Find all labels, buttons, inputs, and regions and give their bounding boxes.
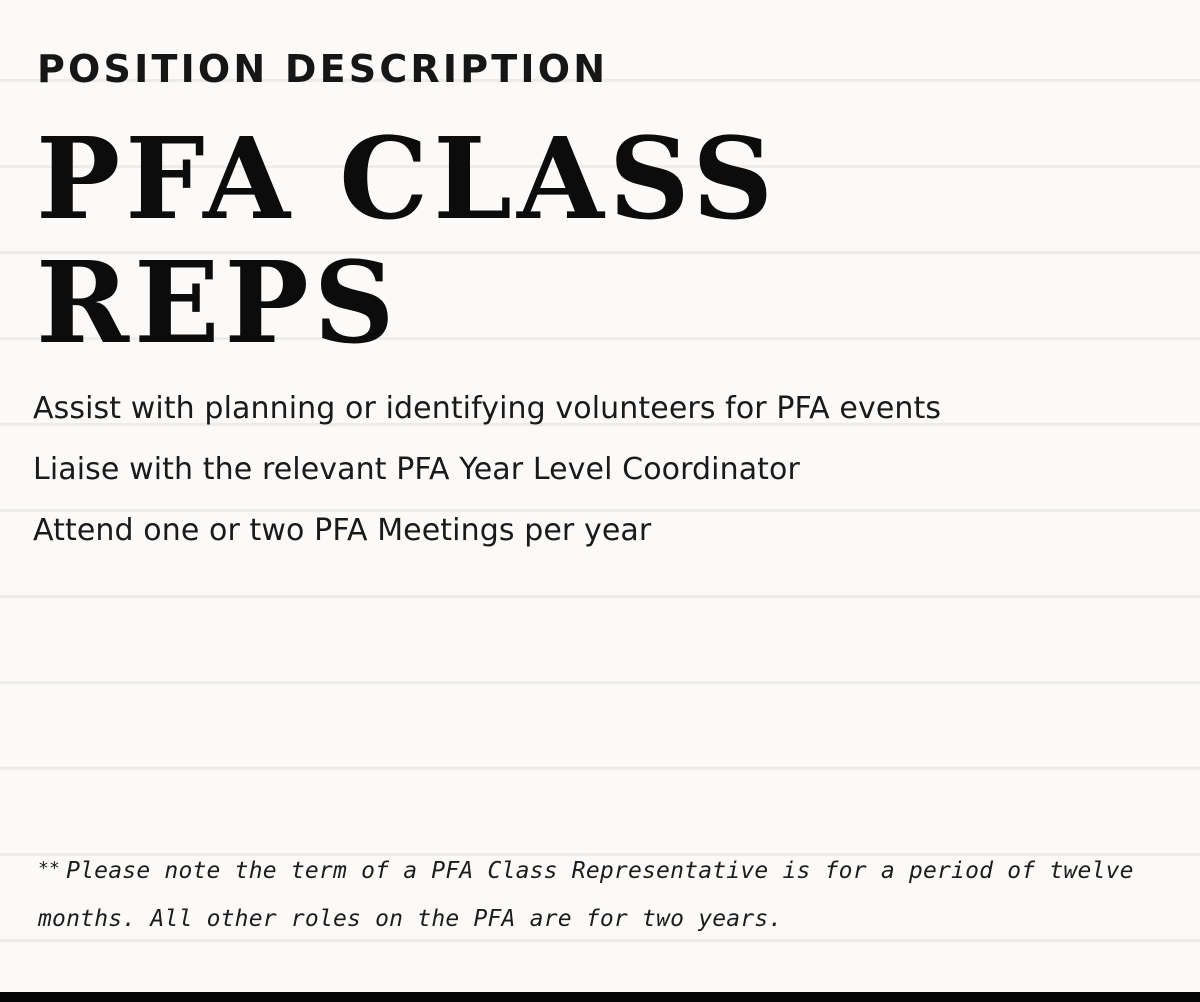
title-line-1: PFA CLASS bbox=[36, 114, 779, 245]
page-title bbox=[36, 114, 779, 369]
bottom-edge-bar bbox=[0, 992, 1200, 1002]
duty-item: Attend one or two PFA Meetings per year bbox=[33, 513, 652, 548]
section-kicker: POSITION DESCRIPTION bbox=[37, 47, 609, 91]
note-marker: ** bbox=[38, 858, 61, 879]
duty-item: Liaise with the relevant PFA Year Level Coordinator bbox=[33, 452, 800, 487]
title-line-2: REPS bbox=[36, 238, 400, 369]
duties-list bbox=[33, 378, 941, 561]
term-note bbox=[38, 845, 1148, 943]
note-text: Please note the term of a PFA Class Representative is for a period of twelve months. All other roles on the PFA are for two years. bbox=[38, 858, 1134, 932]
duty-item: Assist with planning or identifying volunteers for PFA events bbox=[33, 391, 942, 426]
